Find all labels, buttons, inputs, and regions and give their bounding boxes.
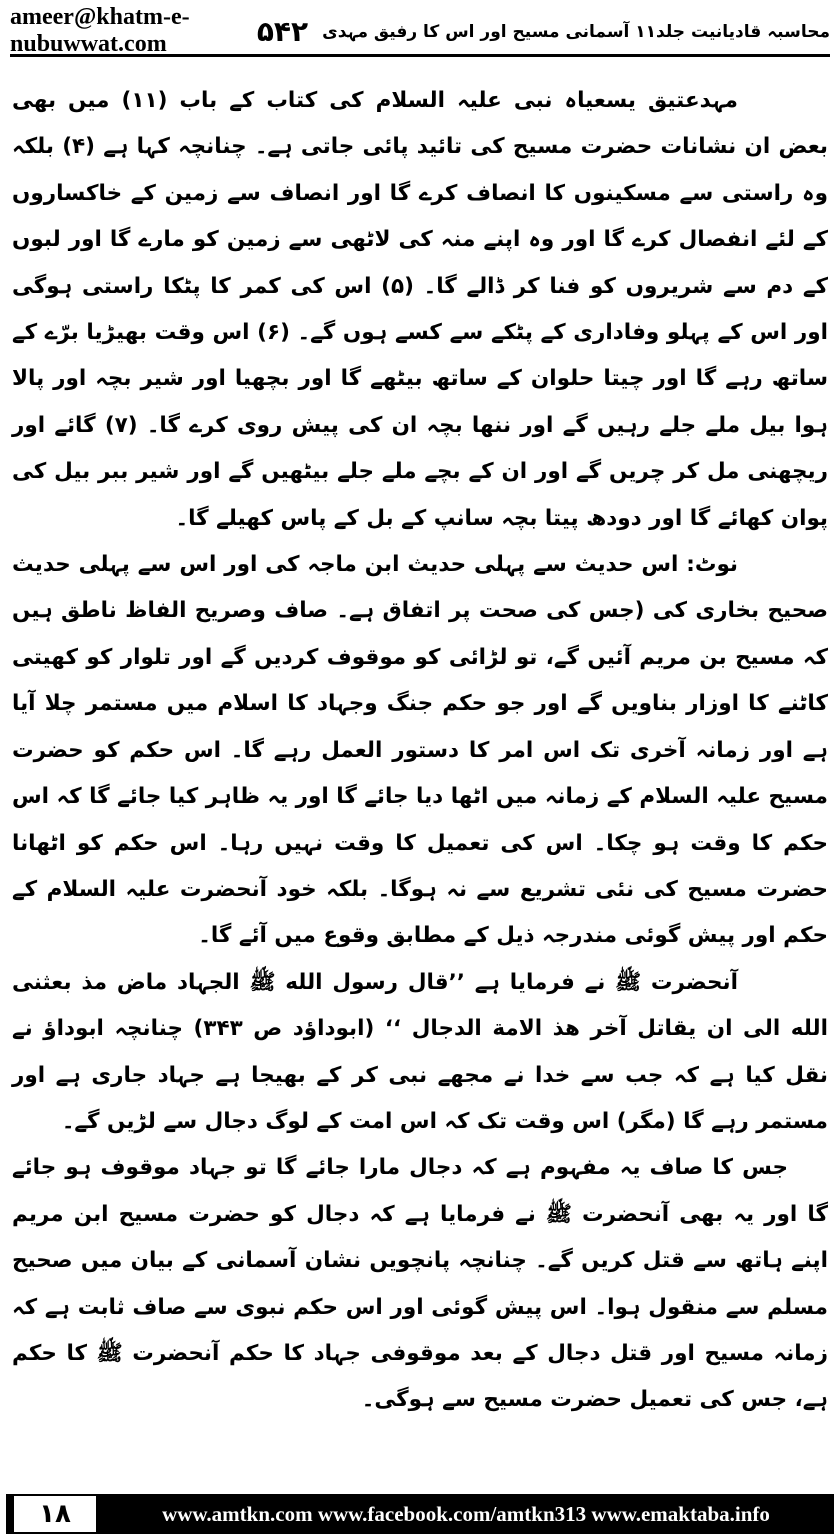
- paragraph-hadith: آنحضرت ﷺ نے فرمایا ہے ’’قال رسول الله ﷺ الجہاد ماض مذ بعثنی الله الی ان یقاتل آخر هذ الامة الدجال ‘‘ (ابوداؤد ص ۳۴۳) چنانچہ ابوداؤ نے نقل کیا ہے کہ جب سے خدا نے مجھے نبی کر کے بھیجا ہے جہاد جاری ہے اور مستمر رہے گا (مگر) اس وقت تک کہ اس امت کے لوگ دجال سے لڑیں گے۔: [12, 969, 828, 1134]
- header-left: [10, 4, 322, 58]
- header-book-title: محاسبہ قادیانیت جلد۱۱ آسمانی مسیح اور اس کا رفیق مہدی: [322, 21, 830, 42]
- header-email: ameer@khatm-e-nubuwwat.com: [10, 4, 190, 57]
- page-body: [12, 78, 828, 1424]
- paragraph-conclusion: جس کا صاف یہ مفہوم ہے کہ دجال مارا جائے گا تو جہاد موقوف ہو جائے گا اور یہ بھی آنحضرت ﷺ نے فرمایا ہے کہ دجال کو حضرت مسیح ابن مریم اپنے ہاتھ سے قتل کریں گے۔ چنانچہ پانچویں نشان آسمانی کے بیان میں صحیح مسلم سے منقول ہوا۔ اس پیش گوئی اور اس حکم نبوی سے صاف ثابت ہے کہ زمانہ مسیح اور قتل دجال کے بعد موقوفی جہاد کا حکم آنحضرت ﷺ کا حکم ہے، جس کی تعمیل حضرت مسیح سے ہوگی۔: [12, 1155, 828, 1413]
- footer-page-number: ۱۸: [12, 1494, 98, 1534]
- page-footer: [6, 1494, 834, 1534]
- paragraph-note: نوٹ: اس حدیث سے پہلی حدیث ابن ماجہ کی اور اس سے پہلی حدیث صحیح بخاری کی (جس کی صحت پر اتفاق ہے۔ صاف وصریح الفاظ ناطق ہیں کہ مسیح بن مریم آئیں گے، تو لڑائی کو موقوف کردیں گے اور تلوار کو کھیتی کاٹنے کا اوزار بناویں گے اور جو حکم جنگ وجہاد کا اسلام میں مستمر چلا آیا ہے اور زمانہ آخری تک اس امر کا دستور العمل رہے گا۔ اس حکم کو حضرت مسیح علیہ السلام کے زمانہ میں اٹھا دیا جائے گا اور یہ ظاہر کیا جائے گا کہ اس حکم کا وقت ہو چکا۔ اس کی تعمیل کا وقت نہیں رہا۔ اس حکم کو اٹھانا حضرت مسیح کی نئی تشریع سے نہ ہوگا۔ بلکہ خود آنحضرت علیہ السلام کے حکم اور پیش گوئی مندرجہ ذیل کے مطابق وقوع میں آئے گا۔: [11, 552, 828, 949]
- page-header: [10, 4, 830, 57]
- footer-links: www.amtkn.com www.facebook.com/amtkn313 www.emaktaba.info: [162, 1501, 770, 1526]
- header-page-number: ۵۴۲: [256, 14, 309, 48]
- paragraph-isaiah: مہدعتیق یسعیاہ نبی علیہ السلام کی کتاب کے باب (۱۱) میں بھی بعض ان نشانات حضرت مسیح کی تائید پائی جاتی ہے۔ چنانچہ کہا ہے (۴) بلکہ وہ راستی سے مسکینوں کا انصاف کرے گا اور انصاف سے زمین کے خاکساروں کے لئے انفصال کرے گا اور وہ اپنے منہ کی لاٹھی سے زمین کو مارے گا اور لبوں کے دم سے شریروں کو فنا کر ڈالے گا۔ (۵) اس کی کمر کا پٹکا راستی ہوگی اور اس کے پہلو وفاداری کے پٹکے سے کسے ہوں گے۔ (۶) اس وقت بھیڑیا برّے کے ساتھ رہے گا اور چیتا حلوان کے ساتھ بیٹھے گا اور بچھیا اور شیر بچہ اور پالا ہوا بیل ملے جلے رہیں گے اور ننھا بچہ ان کی پیش روی کرے گا۔ (۷) گائے اور ریچھنی مل کر چریں گے اور ان کے بچے ملے جلے بیٹھیں گے اور شیر ببر بیل کی پوان کھائے گا اور دودھ پیتا بچہ سانپ کے بل کے پاس کھیلے گا۔: [12, 88, 829, 531]
